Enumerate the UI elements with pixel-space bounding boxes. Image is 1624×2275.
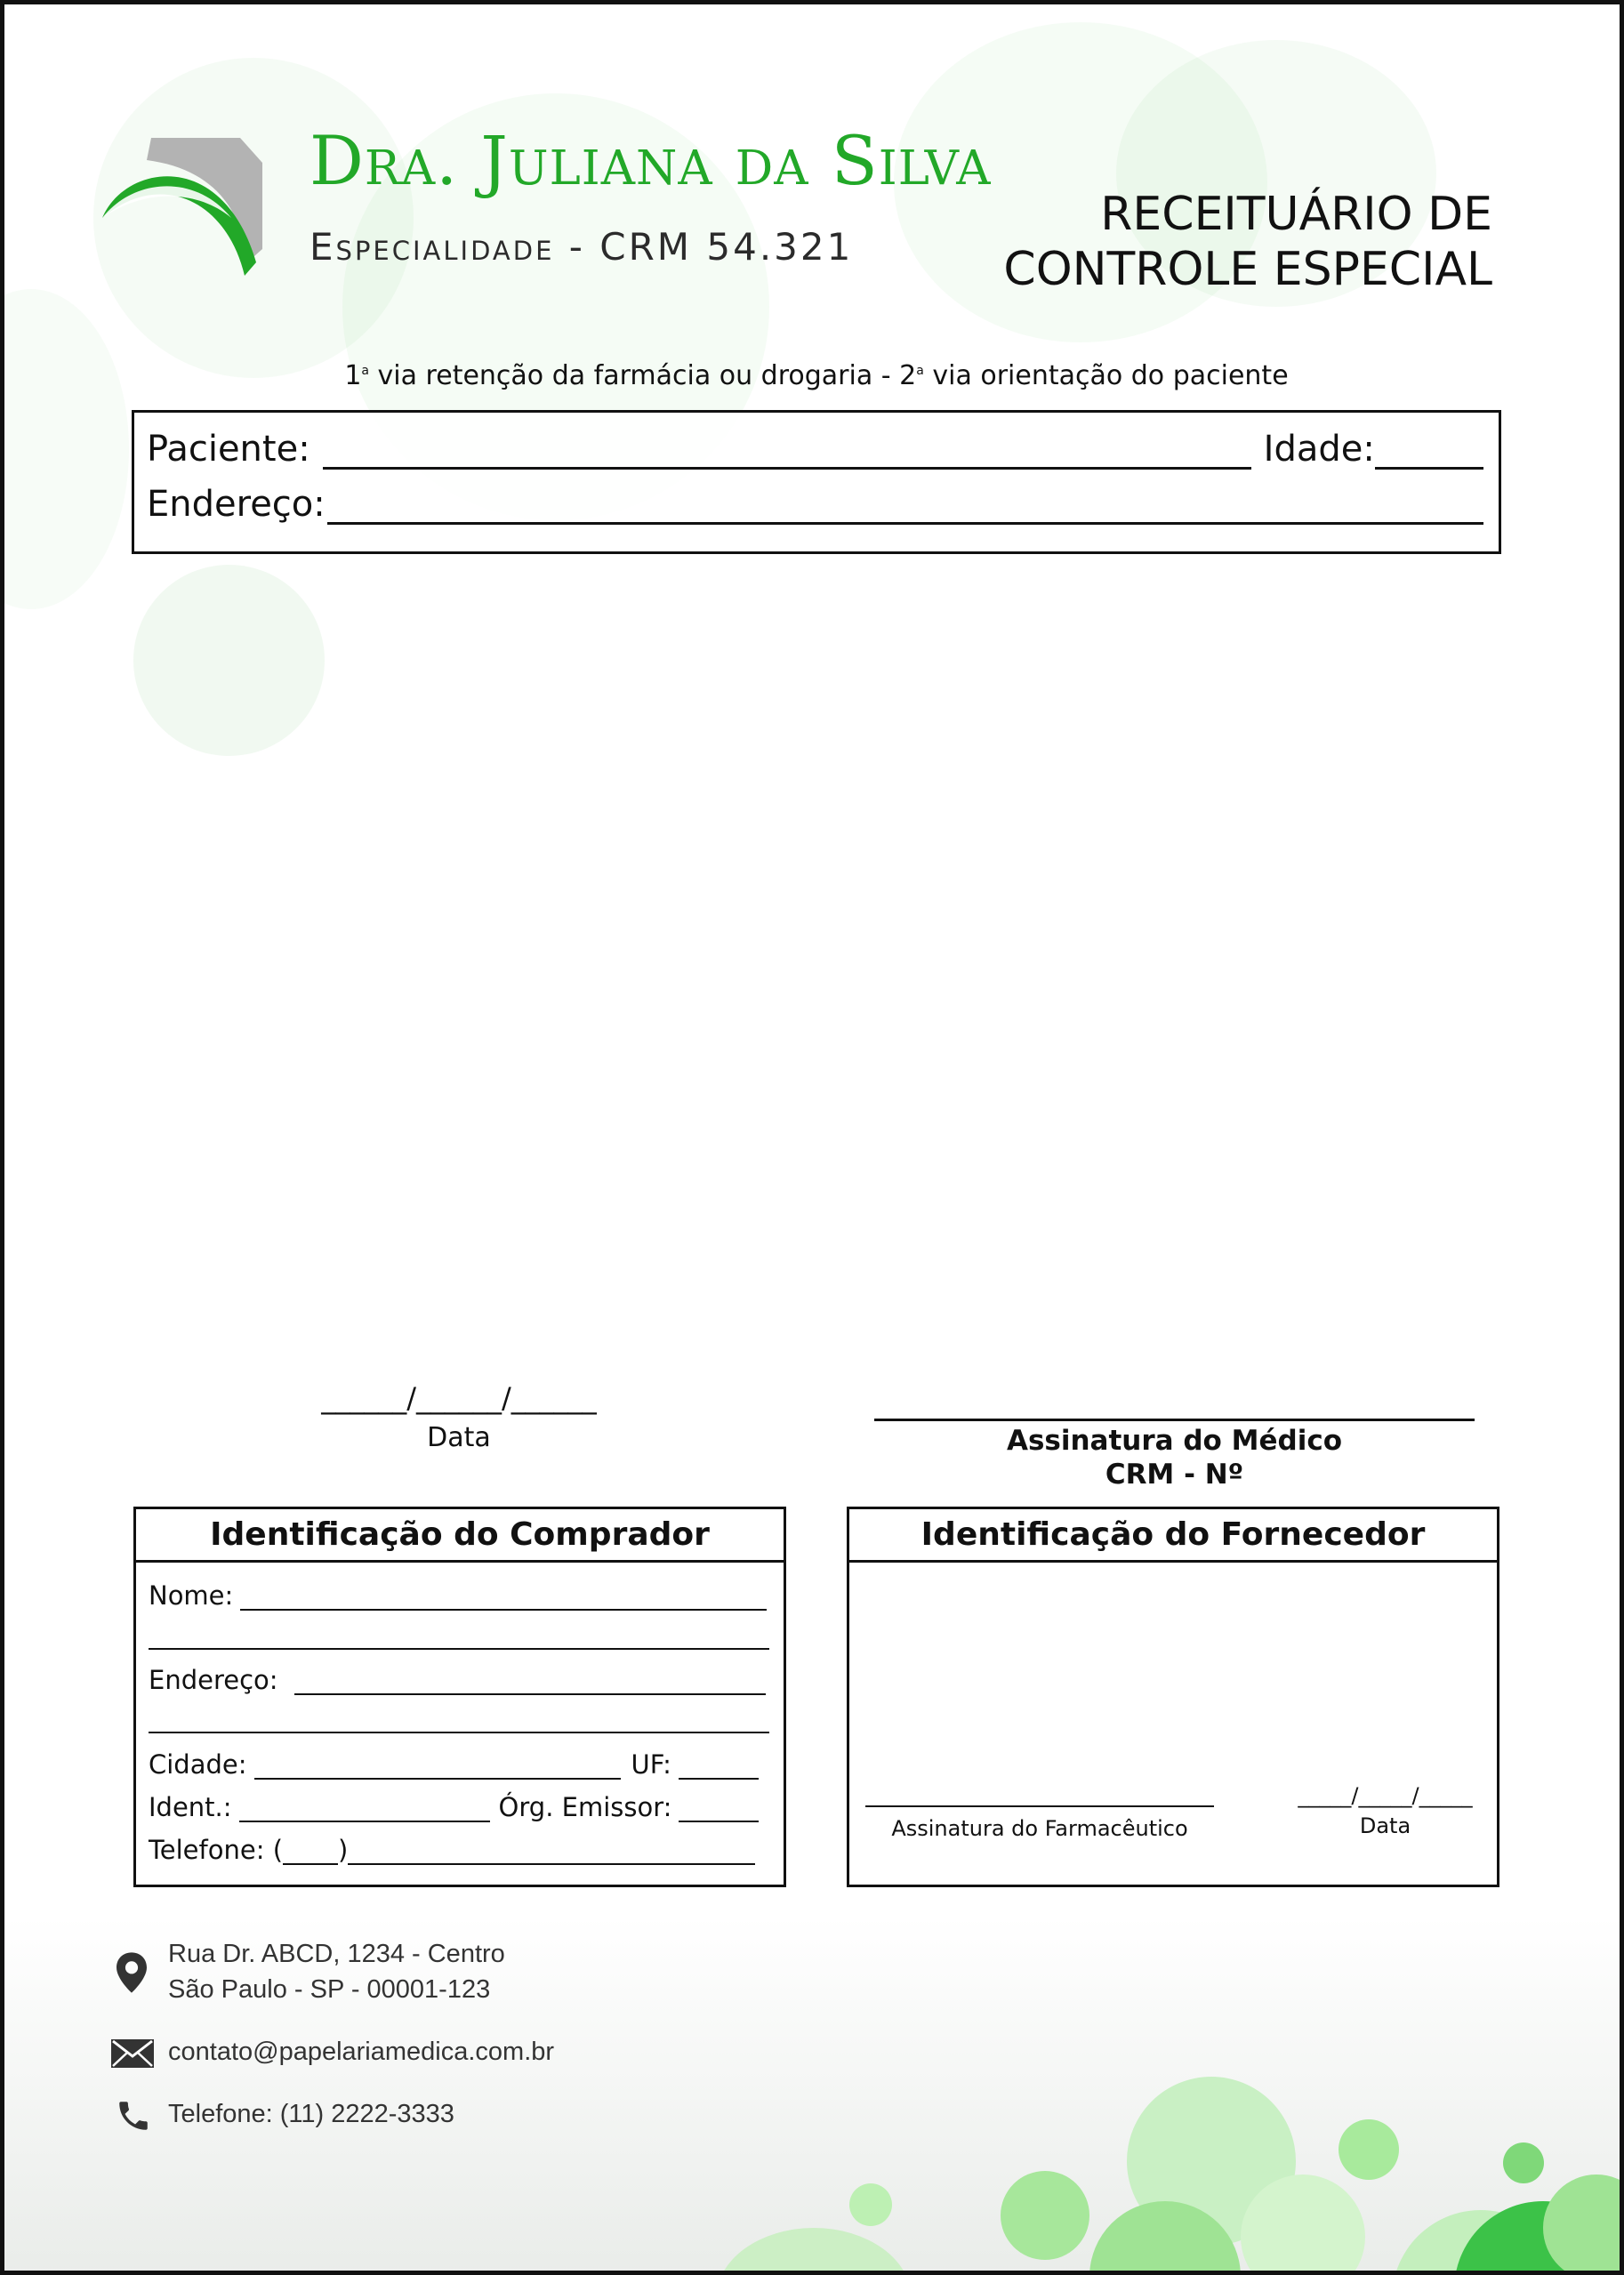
buyer-issuer-label: Órg. Emissor:: [498, 1792, 672, 1822]
doctor-specialty: Especialidade - CRM 54.321: [310, 225, 854, 269]
phone-icon: [115, 2096, 152, 2135]
buyer-identification-box: [133, 1507, 786, 1887]
doctor-logo-icon: [98, 129, 276, 280]
address-field[interactable]: [327, 490, 1483, 525]
via-second-number: 2: [899, 360, 917, 391]
buyer-ident-label: Ident.:: [149, 1792, 232, 1822]
address-row: [147, 484, 1483, 525]
buyer-issuer-field[interactable]: [679, 1796, 759, 1822]
form-title-line2: CONTROLE ESPECIAL: [1003, 243, 1492, 296]
form-title: [1003, 187, 1492, 297]
buyer-uf-field[interactable]: [679, 1753, 759, 1780]
buyer-city-label: Cidade:: [149, 1749, 247, 1780]
buyer-uf-label: UF:: [631, 1749, 671, 1780]
envelope-icon: [111, 2039, 154, 2068]
via-second-text: via orientação do paciente: [923, 360, 1289, 391]
supplier-identification-box: [847, 1507, 1499, 1887]
doctor-signature-field[interactable]: [874, 1392, 1475, 1421]
footer-phone: Telefone: (11) 2222-3333: [168, 2100, 454, 2128]
via-note: [4, 360, 1624, 391]
buyer-address-field-2[interactable]: [149, 1707, 769, 1733]
supplier-date-label: Data: [1359, 1813, 1411, 1838]
patient-box: [132, 410, 1501, 554]
supplier-title: Identificação do Fornecedor: [849, 1509, 1497, 1563]
footer-address: [168, 1936, 505, 2007]
buyer-address-field[interactable]: [294, 1668, 766, 1695]
crm-label: CRM - Nº: [1105, 1459, 1244, 1491]
buyer-address-row: [149, 1665, 766, 1695]
date-field[interactable]: ______/______/______: [321, 1381, 597, 1415]
patient-label: Paciente:: [147, 429, 310, 470]
signature-label: Assinatura do Médico: [1006, 1425, 1343, 1457]
buyer-name-row-2: [149, 1623, 769, 1650]
location-pin-icon: [117, 1952, 147, 1993]
via-second-ordinal: a: [916, 364, 924, 378]
via-first-number: 1: [344, 360, 362, 391]
footer-address-line1: Rua Dr. ABCD, 1234 - Centro: [168, 1940, 505, 1968]
buyer-phone-label: Telefone: (: [149, 1835, 284, 1865]
buyer-city-field[interactable]: [254, 1753, 621, 1780]
buyer-name-label: Nome:: [149, 1580, 234, 1611]
buyer-address-label: Endereço:: [149, 1665, 278, 1695]
footer-address-line2: São Paulo - SP - 00001-123: [168, 1975, 491, 2004]
via-first-text: via retenção da farmácia ou drogaria -: [369, 360, 900, 391]
buyer-phone-row: [149, 1835, 755, 1865]
supplier-date-block: [1281, 1783, 1490, 1838]
date-caption: Data: [427, 1422, 491, 1453]
buyer-phone-close: ): [338, 1835, 349, 1865]
buyer-city-row: [149, 1749, 759, 1780]
buyer-phone-field[interactable]: [348, 1838, 755, 1865]
buyer-title: Identificação do Comprador: [136, 1509, 784, 1563]
age-label: Idade:: [1263, 429, 1375, 470]
pharmacist-signature-label: Assinatura do Farmacêutico: [891, 1816, 1188, 1841]
footer-email[interactable]: contato@papelariamedica.com.br: [168, 2038, 555, 2066]
prescription-body-area[interactable]: [132, 574, 1501, 1356]
patient-row: [147, 429, 1483, 470]
supplier-date-field[interactable]: _____/_____/_____: [1298, 1783, 1473, 1808]
pharmacist-signature-field[interactable]: [865, 1804, 1214, 1807]
buyer-name-field[interactable]: [240, 1584, 767, 1611]
buyer-address-row-2: [149, 1707, 769, 1733]
buyer-phone-area-field[interactable]: [283, 1838, 338, 1865]
buyer-name-field-2[interactable]: [149, 1623, 769, 1650]
doctor-name: Dra. Juliana da Silva: [310, 121, 992, 200]
buyer-ident-row: [149, 1792, 759, 1822]
buyer-name-row: [149, 1580, 767, 1611]
address-label: Endereço:: [147, 484, 326, 525]
patient-name-field[interactable]: [323, 435, 1251, 470]
via-first-ordinal: a: [361, 364, 370, 378]
buyer-ident-field[interactable]: [239, 1796, 490, 1822]
form-title-line1: RECEITUÁRIO DE: [1100, 188, 1492, 241]
pharmacist-signature-block: [865, 1794, 1214, 1841]
date-block: [321, 1381, 597, 1453]
age-field[interactable]: [1375, 435, 1483, 470]
background-bubble: [0, 289, 129, 609]
signature-block: [874, 1392, 1475, 1491]
